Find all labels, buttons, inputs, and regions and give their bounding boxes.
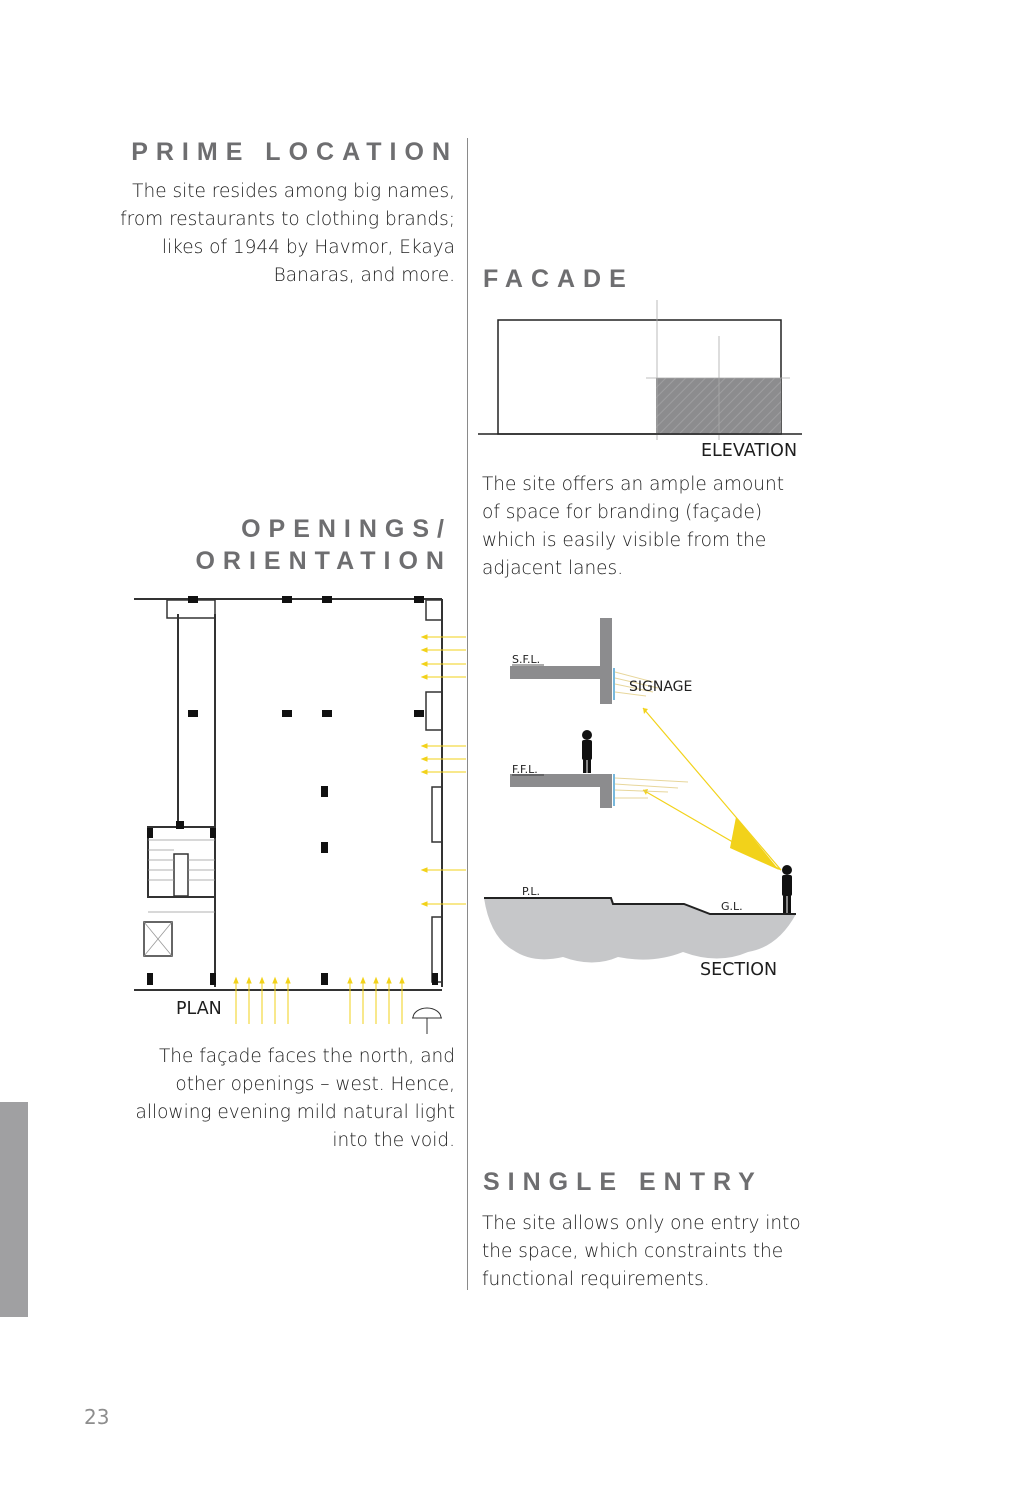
person-upper-icon (582, 730, 592, 773)
facade-text: The site offers an ample amount of space for branding (façade) which is easily visible from the adjacent lanes. (482, 474, 784, 579)
pl-label: P.L. (522, 885, 541, 898)
single-entry-heading: SINGLE ENTRY (483, 1168, 763, 1196)
plan-caption: PLAN (176, 999, 222, 1019)
upper-slab (510, 666, 600, 679)
ground-mass (484, 898, 796, 963)
side-tab (0, 1102, 28, 1317)
signage-zone (656, 378, 781, 434)
elevation-drawing (470, 296, 810, 442)
openings-text: The façade faces the north, and other openings – west. Hence, allowing evening mild natural light into the void. (135, 1046, 455, 1151)
page-number: 23 (84, 1405, 110, 1429)
gl-label: G.L. (721, 900, 743, 913)
north-arrow-icon (412, 1008, 442, 1034)
floor-plan-drawing (130, 592, 475, 1037)
facade-heading: FACADE (483, 265, 634, 293)
section-caption: SECTION (700, 960, 778, 980)
ffl-label: F.F.L. (512, 763, 538, 776)
light-beam (643, 708, 781, 870)
person-ground-icon (782, 865, 792, 913)
elevation-caption: ELEVATION (701, 441, 798, 461)
upper-column (600, 618, 612, 704)
signage-label: SIGNAGE (629, 679, 693, 695)
openings-heading-line2: ORIENTATION (195, 547, 452, 575)
sfl-label: S.F.L. (512, 653, 541, 666)
lower-column (600, 774, 612, 808)
prime-location-heading: PRIME LOCATION (131, 138, 458, 166)
single-entry-text: The site allows only one entry into the space, which constraints the functional requirements. (482, 1213, 801, 1290)
prime-location-text: The site resides among big names, from restaurants to clothing brands; likes of 1944 by Havmor, Ekaya Banaras, and more. (120, 181, 455, 286)
section-drawing (478, 612, 818, 972)
openings-heading-line1: OPENINGS/ (241, 515, 452, 543)
